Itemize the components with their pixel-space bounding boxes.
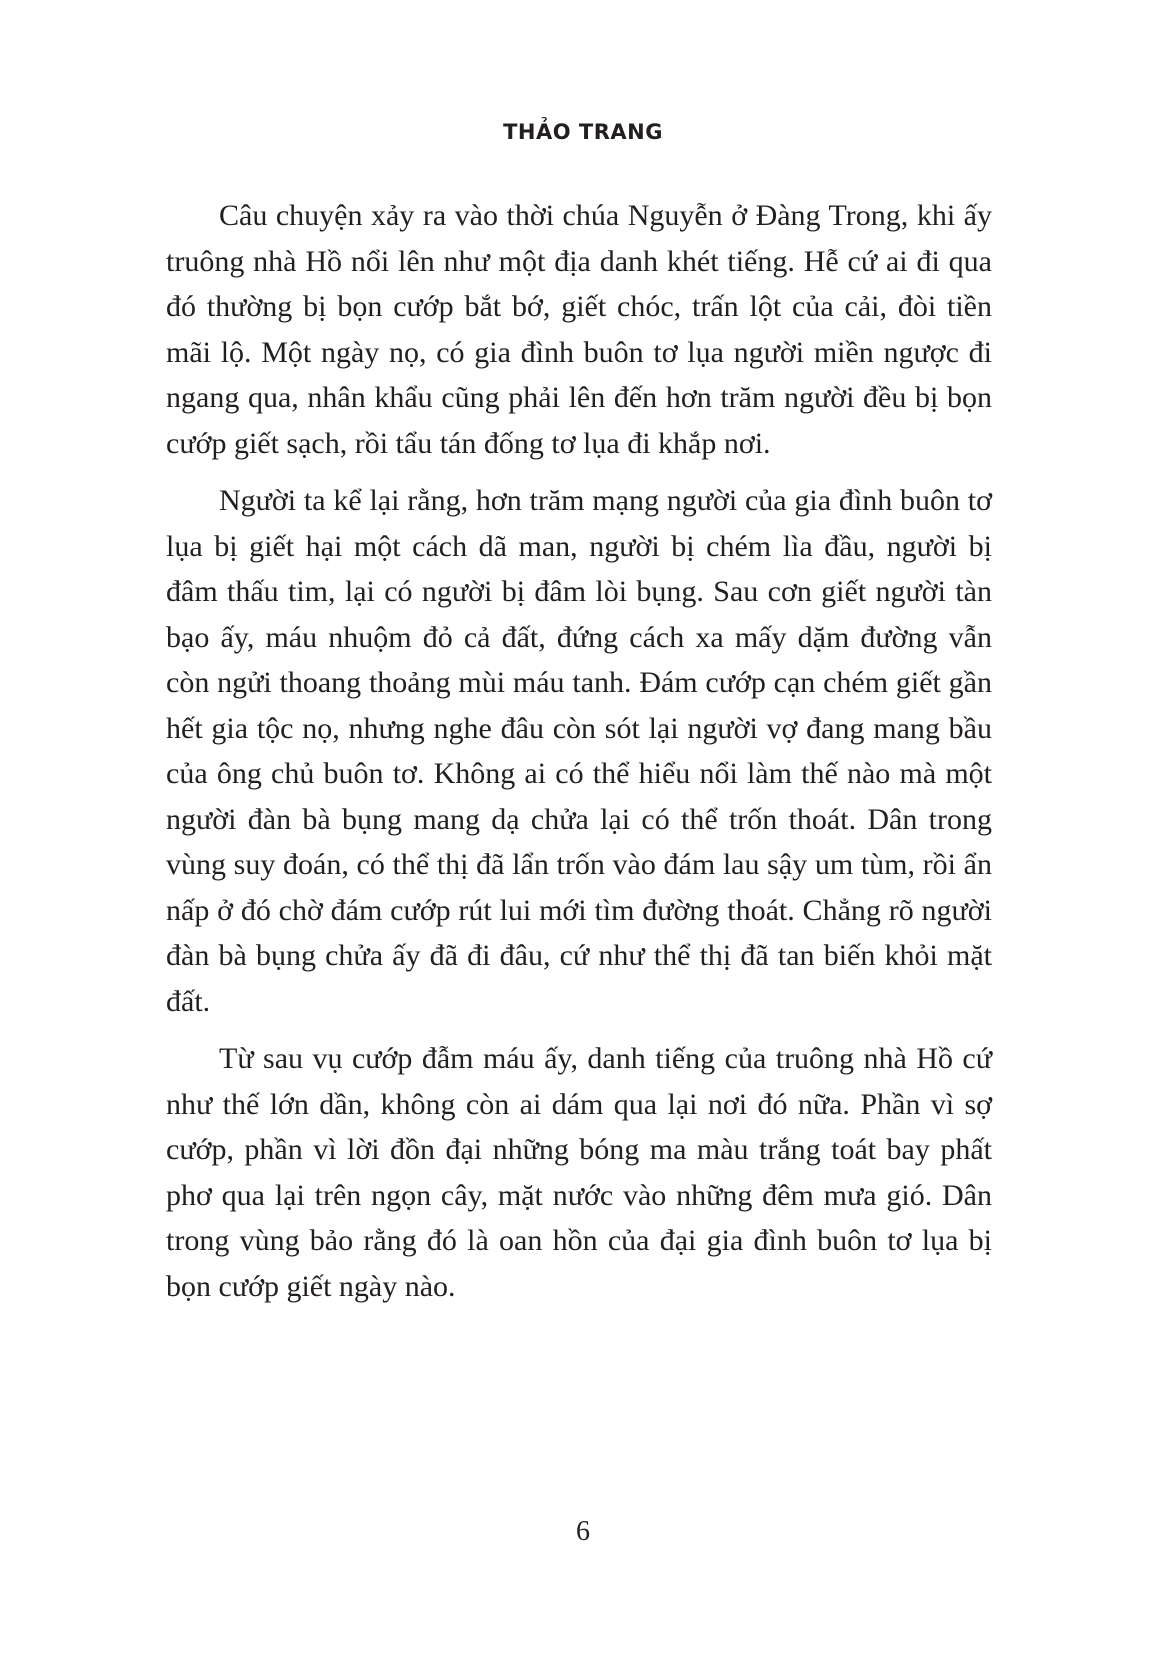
page-number: 6 [576, 1516, 590, 1547]
running-header-author: THẢO TRANG [503, 120, 663, 144]
page-body [166, 193, 992, 1321]
paragraph: Người ta kể lại rằng, hơn trăm mạng người của gia đình buôn tơ lụa bị giết hại một cách dã man, người bị chém lìa đầu, người bị đâm thấu tim, lại có người bị đâm lòi bụng. Sau cơn giết người tàn bạo ấy, máu nhuộm đỏ cả đất, đứng cách xa mấy dặm đường vẫn còn ngửi thoang thoảng mùi máu tanh. Đám cướp cạn chém giết gần hết gia tộc nọ, nhưng nghe đâu còn sót lại người vợ đang mang bầu của ông chủ buôn tơ. Không ai có thể hiểu nổi làm thế nào mà một người đàn bà bụng mang dạ chửa lại có thể trốn thoát. Dân trong vùng suy đoán, có thể thị đã lẩn trốn vào đám lau sậy um tùm, rồi ẩn nấp ở đó chờ đám cướp rút lui mới tìm đường thoát. Chẳng rõ người đàn bà bụng chửa ấy đã đi đâu, cứ như thể thị đã tan biến khỏi mặt đất. [166, 484, 992, 1018]
paragraph: Từ sau vụ cướp đẫm máu ấy, danh tiếng của truông nhà Hồ cứ như thế lớn dần, không còn ai dám qua lại nơi đó nữa. Phần vì sợ cướp, phần vì lời đồn đại những bóng ma màu trắng toát bay phất phơ qua lại trên ngọn cây, mặt nước vào những đêm mưa gió. Dân trong vùng bảo rằng đó là oan hồn của đại gia đình buôn tơ lụa bị bọn cướp giết ngày nào. [166, 1042, 992, 1303]
paragraph: Câu chuyện xảy ra vào thời chúa Nguyễn ở Đàng Trong, khi ấy truông nhà Hồ nổi lên như một địa danh khét tiếng. Hễ cứ ai đi qua đó thường bị bọn cướp bắt bớ, giết chóc, trấn lột của cải, đòi tiền mãi lộ. Một ngày nọ, có gia đình buôn tơ lụa người miền ngược đi ngang qua, nhân khẩu cũng phải lên đến hơn trăm người đều bị bọn cướp giết sạch, rồi tẩu tán đống tơ lụa đi khắp nơi. [166, 199, 992, 460]
